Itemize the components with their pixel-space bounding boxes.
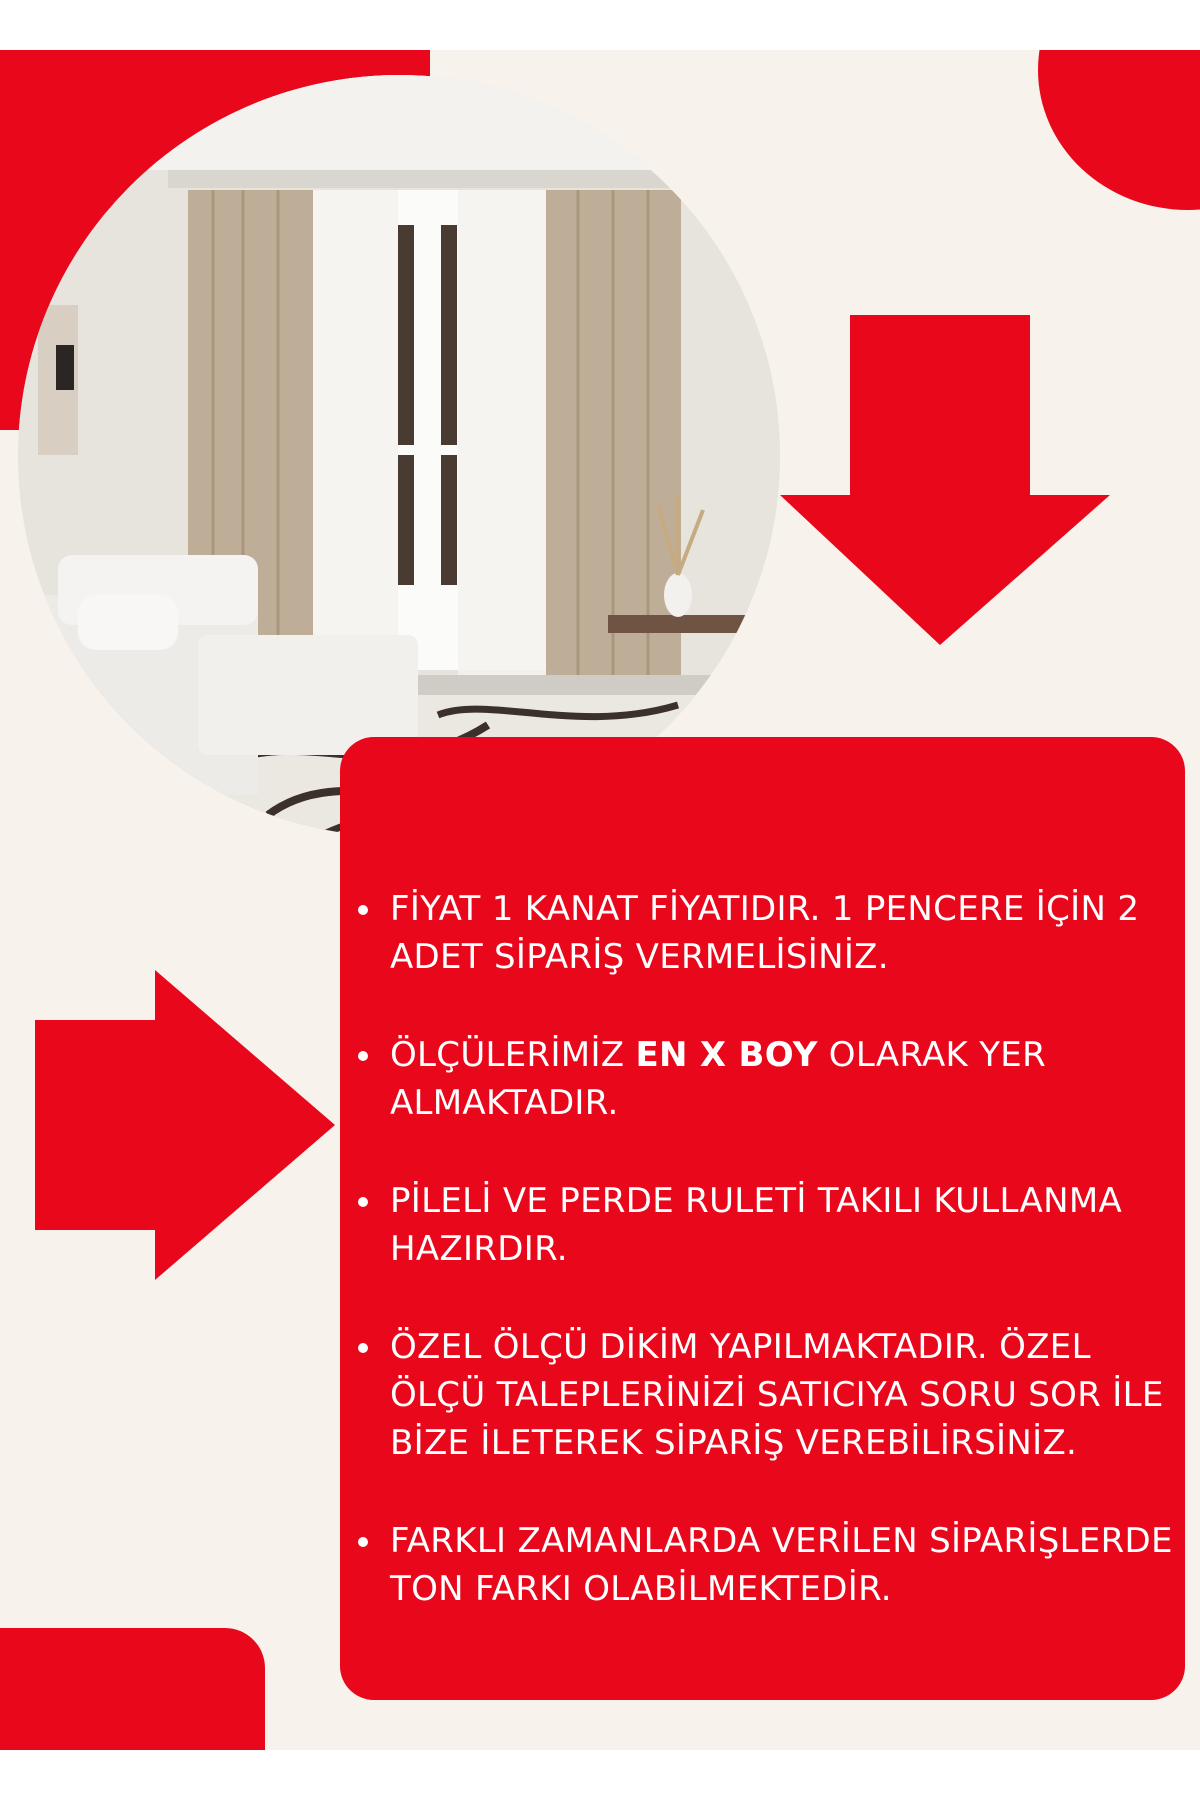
living-room-photo	[18, 75, 780, 837]
arrow-right-icon	[35, 970, 335, 1280]
decorative-red-shape-bottom-left	[0, 1628, 265, 1750]
note-dimensions-prefix: ÖLÇÜLERİMİZ	[390, 1035, 636, 1075]
info-poster	[0, 50, 1200, 1750]
note-tone-difference: FARKLI ZAMANLARDA VERİLEN SİPARİŞLERDE TON FARKI OLABİLMEKTEDİR.	[340, 1517, 1175, 1613]
note-custom-size: ÖZEL ÖLÇÜ DİKİM YAPILMAKTADIR. ÖZEL ÖLÇÜ TALEPLERİNİZİ SATICIYA SORU SOR İLE BİZE İLETEREK SİPARİŞ VEREBİLİRSİNİZ.	[340, 1323, 1175, 1467]
note-dimensions-bold: EN X BOY	[635, 1035, 818, 1075]
note-dimensions-suffix: OLARAK YER ALMAKTADIR.	[390, 1035, 1047, 1123]
living-room-illustration	[18, 75, 780, 837]
notes-list	[340, 885, 1175, 1663]
arrow-down-icon	[780, 315, 1110, 645]
decorative-red-circle-top-right	[1038, 50, 1200, 210]
note-dimensions	[340, 1031, 1175, 1127]
note-ready-to-use: PİLELİ VE PERDE RULETİ TAKILI KULLANMA HAZIRDIR.	[340, 1177, 1175, 1273]
note-price: FİYAT 1 KANAT FİYATIDIR. 1 PENCERE İÇİN 2 ADET SİPARİŞ VERMELİSİNİZ.	[340, 885, 1175, 981]
